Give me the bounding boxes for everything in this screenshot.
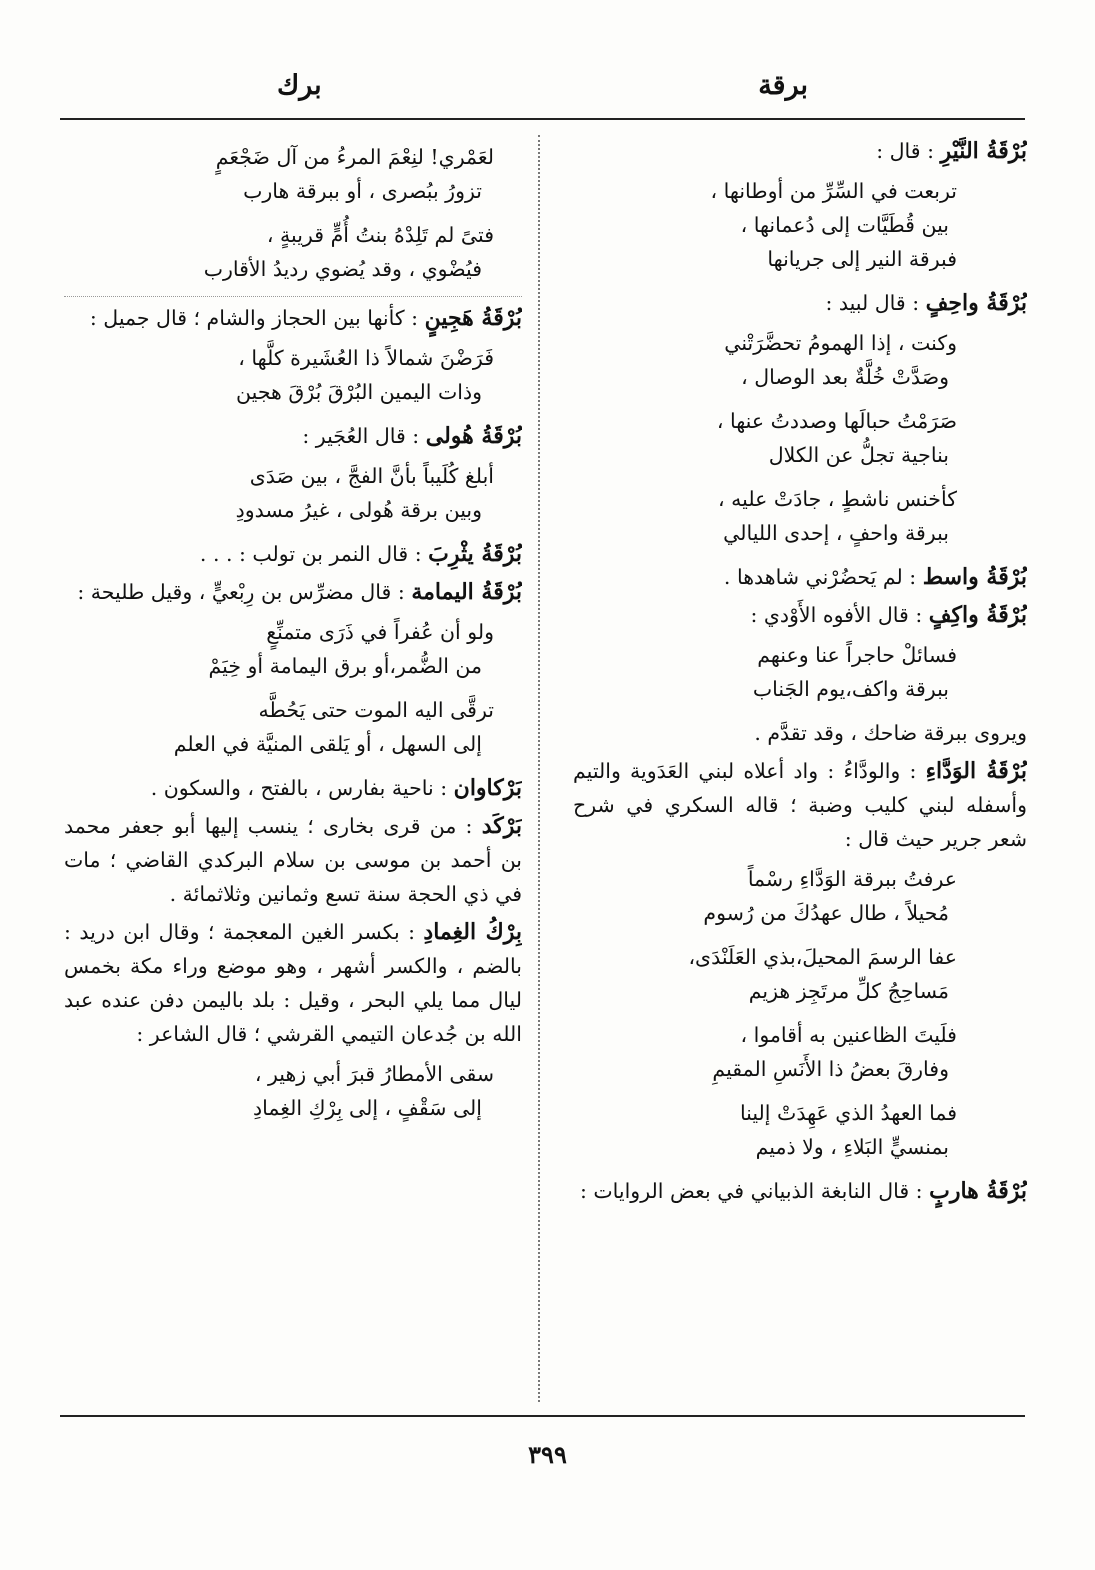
dictionary-entry xyxy=(64,771,522,805)
verse-line: فلَيتَ الظاعنين به أقاموا ، xyxy=(740,1023,957,1047)
dictionary-entry xyxy=(573,598,1027,632)
verse-line: عفا الرسمَ المحيلَ،بذي العَلَنْدَى، xyxy=(688,945,957,969)
dictionary-entry xyxy=(64,419,522,453)
verse xyxy=(64,140,522,208)
page-header xyxy=(62,60,1033,116)
column-divider xyxy=(538,135,540,1402)
entry-text: : قال العُجَير : xyxy=(302,424,420,448)
verse-line: سقى الأمطارُ قبرَ أبي زهير ، xyxy=(254,1062,494,1086)
verse-line: فيُضْوي ، وقد يُضوي رديدُ الأقارب xyxy=(203,257,482,281)
entry-headword: بُرْقَةُ واحِفٍ xyxy=(925,290,1027,316)
header-rule xyxy=(60,118,1025,120)
dictionary-entry xyxy=(573,560,1027,594)
verse-line: ترقَّى اليه الموت حتى يَحُطَّه xyxy=(258,698,494,722)
entry-text: : قال الأفوه الأَوْدي : xyxy=(750,603,923,627)
verse-line: لعَمْري! لنِعْمَ المرءُ من آل ضَجْعَمٍ xyxy=(215,145,494,169)
entry-text: : كأنها بين الحجاز والشام ؛ قال جميل : xyxy=(89,306,419,330)
verse xyxy=(573,1096,1027,1164)
verse xyxy=(573,1018,1027,1086)
entry-text: : بكسر الغين المعجمة ؛ وقال ابن دريد : بالضم ، والكسر أشهر ، وهو موضع وراء مكة بخمس ليال مما يلي البحر ، وقيل : بلد باليمن دفن عنده عبد الله بن جُدعان التيمي القرشي ؛ قال الشاعر : xyxy=(64,920,522,1046)
verse-line: صَرَمْتُ حبالَها وصددتُ عنها ، xyxy=(716,409,957,433)
right-column xyxy=(573,134,1027,1410)
verse-line: فسائلْ حاجراً عنا وعنهم xyxy=(757,643,957,667)
entry-headword: بُرْقَةُ اليمامة xyxy=(411,579,522,605)
verse xyxy=(64,615,522,683)
verse-line: ببرقة واحفٍ ، إحدى الليالي xyxy=(723,521,949,545)
verse-line: وفارقَ بعضُ ذا الأَنَسِ المقيمِ xyxy=(712,1057,949,1081)
verse-line: وبين برقة هُولى ، غيرُ مسدودِ xyxy=(235,498,482,522)
verse xyxy=(64,459,522,527)
verse-line: وكنت ، إذا الهمومُ تحضَّرَتْني xyxy=(724,331,957,355)
header-left-title: برك xyxy=(277,70,322,101)
entry-text: : قال النمر بن تولب : . . . xyxy=(199,542,422,566)
entry-text: ويروى ببرقة ضاحك ، وقد تقدَّم . xyxy=(754,721,1027,745)
entry-headword: بَرْكاوان xyxy=(453,775,522,801)
verse-line: وصَدَّتْ خُلَّةٌ بعد الوصال ، xyxy=(741,365,949,389)
dictionary-entry xyxy=(573,1174,1027,1208)
entry-text: : قال مضرِّس بن رِبْعيٍّ ، وقيل طليحة : xyxy=(77,580,405,604)
dictionary-entry xyxy=(573,286,1027,320)
verse xyxy=(64,693,522,761)
entry-headword: بِرْكُ الغِمادِ xyxy=(423,919,522,945)
footer-rule xyxy=(60,1415,1025,1417)
verse-line: وذات اليمين البُرْقَ بُرْقَ هجين xyxy=(236,380,482,404)
verse xyxy=(573,174,1027,276)
verse-line: مُحيلاً ، طال عهدُكَ من رُسوم xyxy=(703,901,949,925)
verse-line: كأخنس ناشطٍ ، جادَتْ عليه ، xyxy=(718,487,957,511)
entry-text: : والودَّاءُ : واد أعلاه لبني العَدَوية والتيم وأسفله لبني كليب وضبة ؛ قاله السكري في شرح شعر جرير حيث قال : xyxy=(573,759,1027,851)
verse xyxy=(573,862,1027,930)
entry-text: : لم يَحضُرْني شاهدها . xyxy=(723,565,917,589)
verse xyxy=(64,341,522,409)
verse xyxy=(573,482,1027,550)
verse xyxy=(64,1057,522,1125)
entry-text: : قال لبيد : xyxy=(825,291,920,315)
verse-line: تزورُ ببُصرى ، أو ببرقة هارب xyxy=(243,179,482,203)
entry-text: : قال النابغة الذبياني في بعض الروايات : xyxy=(579,1179,923,1203)
verse-line: فتىً لم تَلِدْهُ بنتُ أُمٍّ قريبةٍ ، xyxy=(266,223,494,247)
dictionary-entry xyxy=(64,296,522,335)
entry-text: : قال : xyxy=(876,139,934,163)
entry-headword: بُرْقَةُ النَّيْرِ xyxy=(940,138,1027,164)
dictionary-entry xyxy=(64,915,522,1051)
verse-line: إلى سَقْفٍ ، إلى بِرْكِ الغِمادِ xyxy=(253,1096,482,1120)
verse-line: فَرَضْنَ شمالاً ذا العُشَيرة كلَّها ، xyxy=(238,346,494,370)
page-number: ٣٩٩ xyxy=(528,1440,567,1469)
verse-line: عرفتُ ببرقة الوَدَّاءِ رسْماً xyxy=(747,867,957,891)
entry-headword: بُرْقَةُ الوَدَّاءِ xyxy=(925,758,1027,784)
dictionary-entry xyxy=(64,537,522,571)
verse-line: فما العهدُ الذي عَهِدَتْ إلينا xyxy=(739,1101,957,1125)
dictionary-entry xyxy=(573,134,1027,168)
verse xyxy=(573,326,1027,394)
verse-line: من الضُّمر،أو برق اليمامة أو خِيَمْ xyxy=(208,654,482,678)
dictionary-entry xyxy=(573,754,1027,856)
verse-line: بين قُطَيَّات إلى دُعمانها ، xyxy=(740,213,949,237)
entry-text: : ناحية بفارس ، بالفتح ، والسكون . xyxy=(150,776,448,800)
verse-line: ببرقة واكف،يوم الجَناب xyxy=(752,677,949,701)
verse-line: إلى السهل ، أو يَلقى المنيَّة في العلم xyxy=(173,732,482,756)
verse-line: بناجية تجلُّ عن الكلال xyxy=(768,443,949,467)
dictionary-entry xyxy=(573,716,1027,750)
dictionary-entry xyxy=(64,809,522,911)
verse-line: ولو أن عُفراً في ذَرَى متمنِّعٍ xyxy=(266,620,494,644)
entry-headword: بُرْقَةُ واكِفٍ xyxy=(928,602,1027,628)
header-right-title: برقة xyxy=(758,70,808,101)
verse-line: أبلغ كُلَيباً بأنَّ الفجَّ ، بين صَدَى xyxy=(249,464,494,488)
verse xyxy=(573,940,1027,1008)
entry-headword: بُرْقَةُ هاربٍ xyxy=(929,1178,1027,1204)
entry-headword: بُرْقَةُ واسط xyxy=(922,564,1027,590)
verse xyxy=(573,638,1027,706)
verse-line: بمنسيٍّ البَلاءِ ، ولا ذميم xyxy=(755,1135,949,1159)
verse-line: مَساحِجُ كلِّ مرتَجِز هزيم xyxy=(748,979,949,1003)
left-column xyxy=(64,134,522,1410)
verse-line: فبرقة النير إلى جريانها xyxy=(767,247,957,271)
dictionary-entry xyxy=(64,575,522,609)
verse-line: تربعت في السِّرِّ من أوطانها ، xyxy=(710,179,957,203)
verse xyxy=(573,404,1027,472)
entry-headword: بُرْقَةُ يثْرِبَ xyxy=(428,541,522,567)
entry-text: : من قرى بخارى ؛ ينسب إليها أبو جعفر محمد بن أحمد بن موسى بن سلام البركدي القاضي ؛ مات في ذي الحجة سنة تسع وثمانين وثلاثمائة . xyxy=(64,814,522,906)
entry-headword: بَرْكَد xyxy=(481,813,522,839)
verse xyxy=(64,218,522,286)
entry-headword: بُرْقَةُ هَجِينٍ xyxy=(424,305,522,331)
entry-headword: بُرْقَةُ هُولى xyxy=(425,423,522,449)
